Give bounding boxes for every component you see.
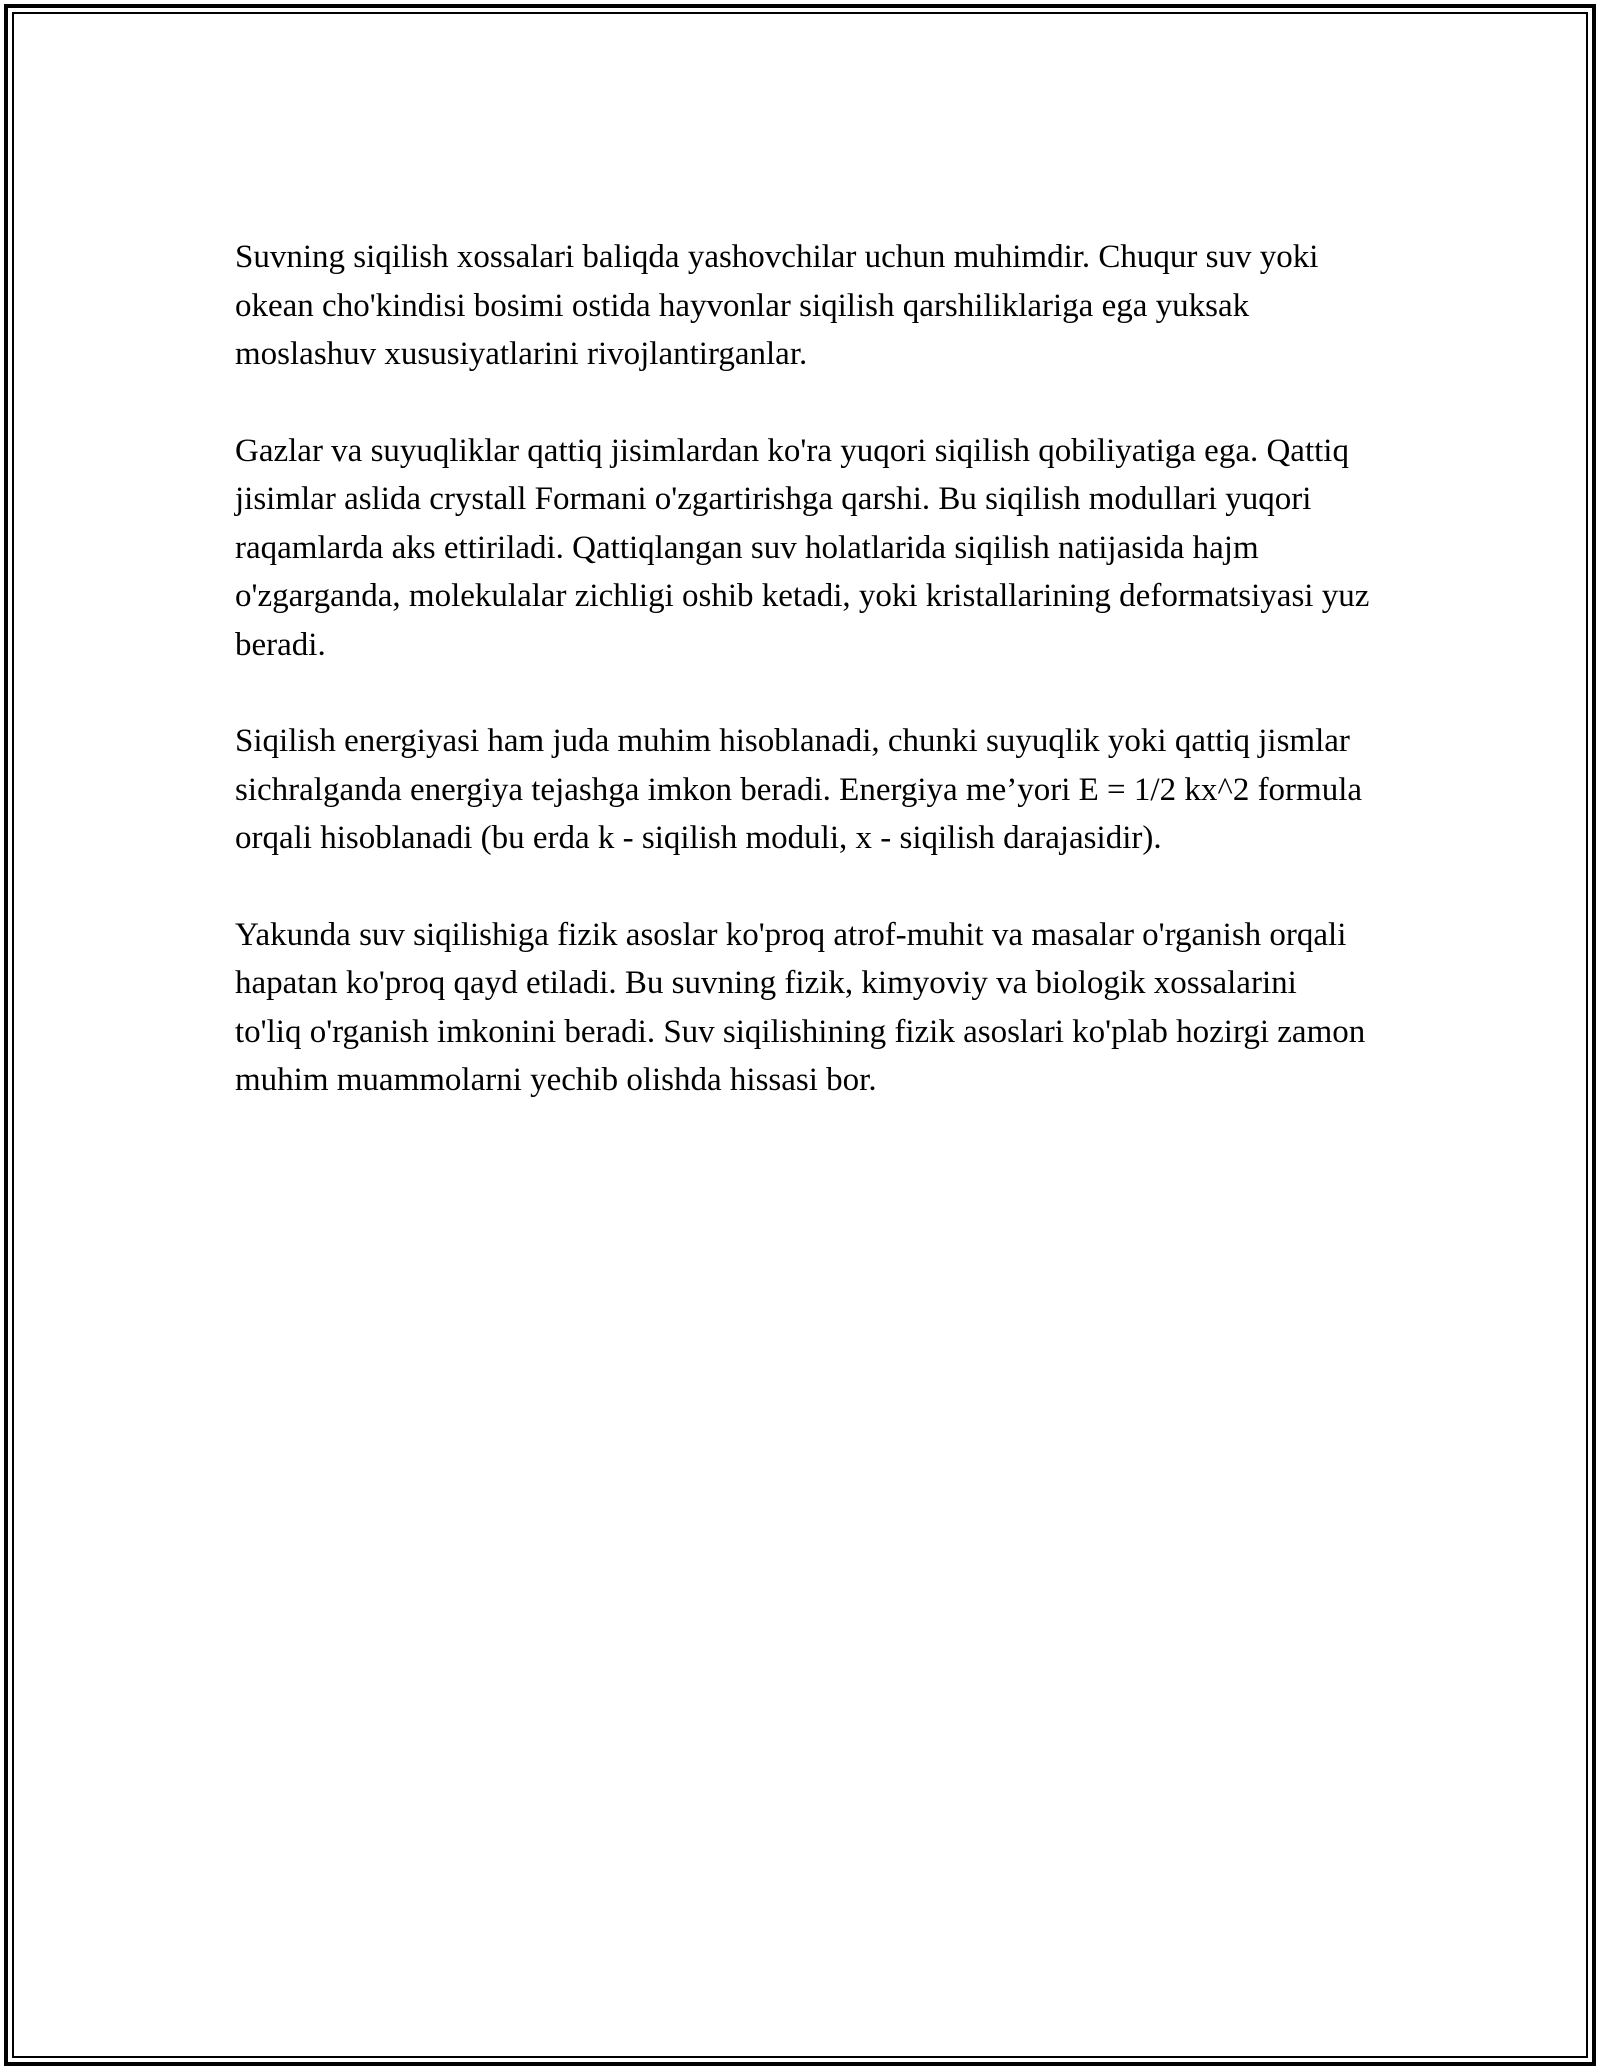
paragraph-3: Siqilish energiyasi ham juda muhim hisoblanadi, chunki suyuqlik yoki qattiq jismlar sichralganda energiya tejashga imkon beradi. Energiya me’yori E = 1/2 kx^2 formula orqali hisoblanadi (bu erda k - siqilish moduli, x - siqilish darajasidir). [235,723,1363,856]
paragraph-1: Suvning siqilish xossalari baliqda yashovchilar uchun muhimdir. Chuqur suv yoki okean cho'kindisi bosimi ostida hayvonlar siqilish qarshiliklariga ega yuksak moslashuv xususiyatlarini rivojlantirganlar. [235,239,1319,372]
paragraph-2: Gazlar va suyuqliklar qattiq jisimlardan ko'ra yuqori siqilish qobiliyatiga ega. Qattiq jisimlar aslida crystall Formani o'zgartirishga qarshi. Bu siqilish modullari yuqori raqamlarda aks ettiriladi. Qattiqlangan suv holatlarida siqilish natijasida hajm o'zgarganda, molekulalar zichligi oshib ketadi, yoki kristallarining deformatsiyasi yuz beradi. [235,432,1370,663]
document-body [235,233,1370,1153]
paragraph-4: Yakunda suv siqilishiga fizik asoslar ko'proq atrof-muhit va masalar o'rganish orqali hapatan ko'proq qayd etiladi. Bu suvning fizik, kimyoviy va biologik xossalarini to'liq o'rganish imkonini beradi. Suv siqilishining fizik asoslari ko'plab hozirgi zamon muhim muammolarni yechib olishda hissasi bor. [235,916,1366,1098]
